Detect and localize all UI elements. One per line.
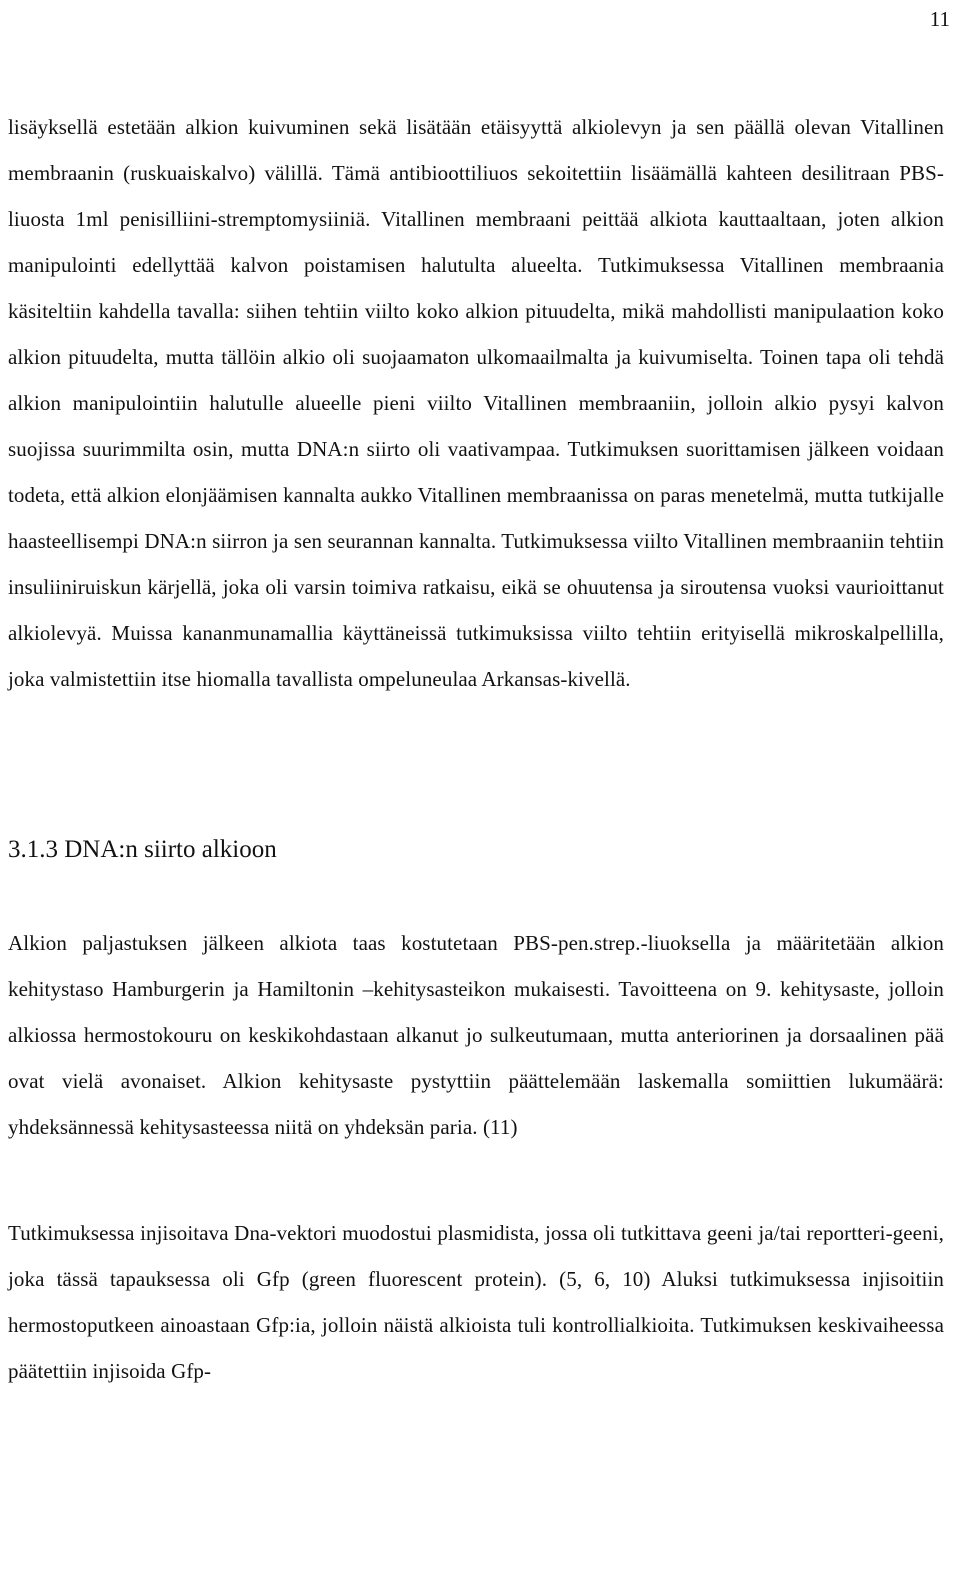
- body-paragraph-3: Tutkimuksessa injisoitava Dna-vektori muodostui plasmidista, jossa oli tutkittava geeni ja/tai reportteri-geeni, joka tässä tapauksessa oli Gfp (green fluorescent protein). (5, 6, 10) Aluksi tutkimuksessa injisoitiin hermostoputkeen ainoastaan Gfp:ia, jolloin näistä alkioista tuli kontrollialkioita. Tutkimuksen keskivaiheessa päätettiin injisoida Gfp-: [8, 1221, 944, 1383]
- document-body: [8, 104, 944, 1394]
- body-paragraph-2: Alkion paljastuksen jälkeen alkiota taas kostutetaan PBS-pen.strep.-liuoksella ja määritetään alkion kehitystaso Hamburgerin ja Hamiltonin –kehitysasteikon mukaisesti. Tavoitteena on 9. kehitysaste, jolloin alkiossa hermostokouru on keskikohdastaan alkanut jo sulkeutumaan, mutta anteriorinen ja dorsaalinen pää ovat vielä avonaiset. Alkion kehitysaste pystyttiin päättelemään laskemalla somiittien lukumäärä: yhdeksännessä kehitysasteessa niitä on yhdeksän paria. (11): [8, 931, 944, 1139]
- section-heading: 3.1.3 DNA:n siirto alkioon: [8, 836, 277, 863]
- body-paragraph-1: lisäyksellä estetään alkion kuivuminen sekä lisätään etäisyyttä alkiolevyn ja sen päällä olevan Vitallinen membraanin (ruskuaiskalvo) välillä. Tämä antibioottiliuos sekoitettiin lisäämällä kahteen desilitraan PBS-liuosta 1ml penisilliini-stremptomysiiniä. Vitallinen membraani peittää alkiota kauttaaltaan, joten alkion manipulointi edellyttää kalvon poistamisen halutulta alueelta. Tutkimuksessa Vitallinen membraania käsiteltiin kahdella tavalla: siihen tehtiin viilto koko alkion pituudelta, mikä mahdollisti manipulaation koko alkion pituudelta, mutta tällöin alkio oli suojaamaton ulkomaailmalta ja kuivumiselta. Toinen tapa oli tehdä alkion manipulointiin halutulle alueelle pieni viilto Vitallinen membraaniin, jolloin alkio pysyi kalvon suojissa suurimmilta osin, mutta DNA:n siirto oli vaativampaa. Tutkimuksen suorittamisen jälkeen voidaan todeta, että alkion elonjäämisen kannalta aukko Vitallinen membraanissa on paras menetelmä, mutta tutkijalle haasteellisempi DNA:n siirron ja sen seurannan kannalta. Tutkimuksessa viilto Vitallinen membraaniin tehtiin insuliiniruiskun kärjellä, joka oli varsin toimiva ratkaisu, eikä se ohuutensa ja siroutensa vuoksi vaurioittanut alkiolevyä. Muissa kananmunamallia käyttäneissä tutkimuksissa viilto tehtiin erityisellä mikroskalpellilla, joka valmistettiin itse hiomalla tavallista ompeluneulaa Arkansas-kivellä.: [8, 115, 944, 691]
- page-number: 11: [929, 7, 950, 31]
